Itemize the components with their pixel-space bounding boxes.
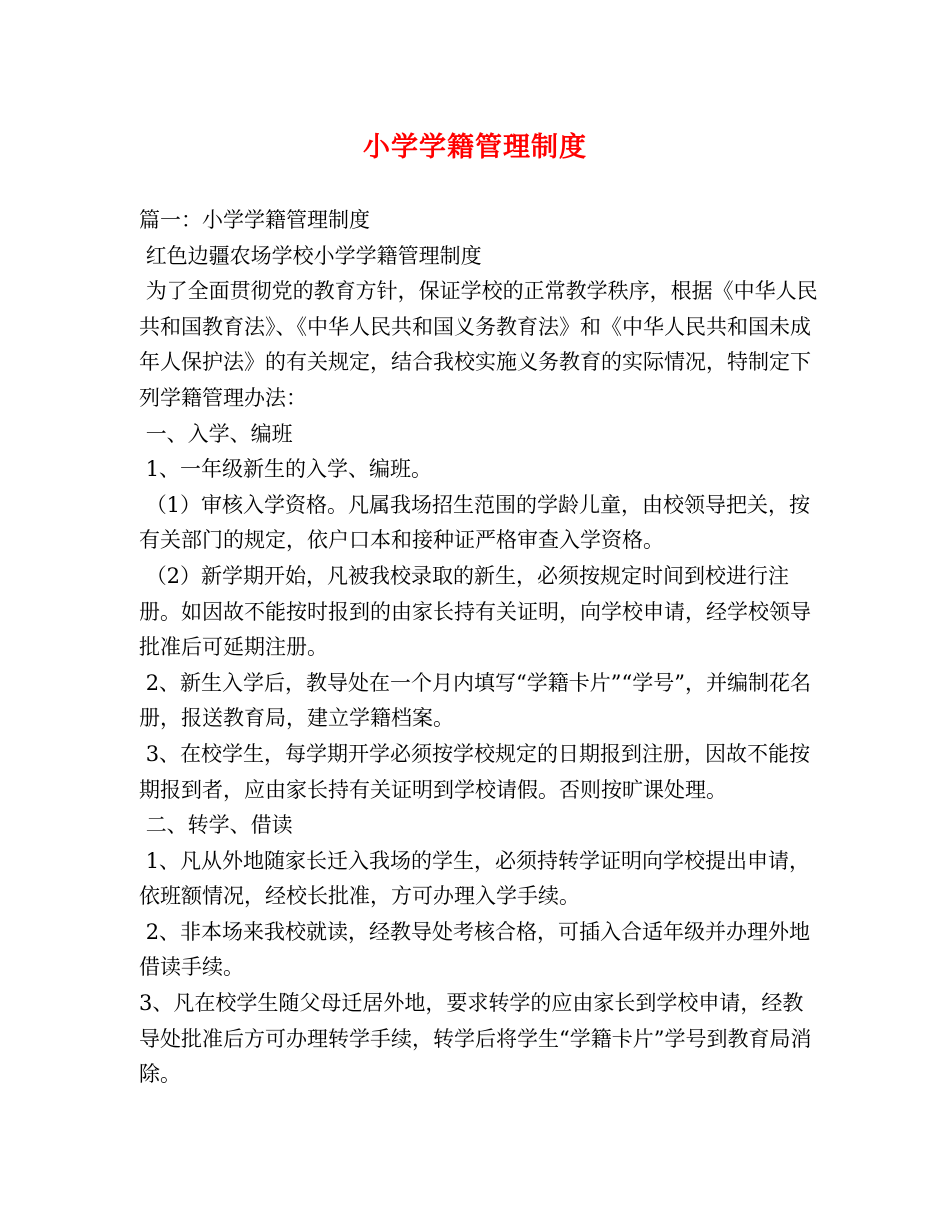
paragraph-subtitle: 红色边疆农场学校小学学籍管理制度 — [139, 243, 482, 268]
paragraph-transfer-item-3: 3、凡在校学生随父母迁居外地，要求转学的应由家长到学校申请，经教导处批准后方可办理转学手续，转学后将学生“学籍卡片”学号到教育局消除。 — [139, 991, 812, 1087]
paragraph-subitem-2: （2）新学期开始，凡被我校录取的新生，必须按规定时间到校进行注册。如因故不能按时报到的由家长持有关证明，向学校申请，经学校领导批准后可延期注册。 — [139, 563, 811, 660]
paragraph-item-2: 2、新生入学后，教导处在一个月内填写“学籍卡片”“学号”，并编制花名册，报送教育局，建立学籍档案。 — [139, 670, 811, 731]
paragraph-section-heading: 篇一：小学学籍管理制度 — [139, 208, 370, 232]
paragraph-heading-transfer: 二、转学、借读 — [139, 813, 293, 838]
paragraph-item-1: 1、一年级新生的入学、编班。 — [139, 457, 433, 482]
paragraph-subitem-1: （1）审核入学资格。凡属我场招生范围的学龄儿童，由校领导把关，按有关部门的规定，依户口本和接种证严格审查入学资格。 — [139, 492, 811, 553]
paragraph-item-3: 3、在校学生，每学期开学必须按学校规定的日期报到注册，因故不能按期报到者，应由家长持有关证明到学校请假。否则按旷课处理。 — [139, 741, 811, 802]
paragraph-heading-enrollment: 一、入学、编班 — [139, 421, 293, 446]
paragraph-transfer-item-2: 2、非本场来我校就读，经教导处考核合格，可插入合适年级并办理外地借读手续。 — [139, 919, 811, 980]
document-body — [139, 203, 819, 1093]
paragraph-intro: 为了全面贯彻党的教育方针，保证学校的正常教学秩序，根据《中华人民共和国教育法》、《中华人民共和国义务教育法》和《中华人民共和国未成年人保护法》的有关规定，结合我校实施义务教育的实际情况，特制定下列学籍管理办法： — [139, 279, 818, 410]
document-title: 小学学籍管理制度 — [363, 132, 587, 163]
paragraph-transfer-item-1: 1、凡从外地随家长迁入我场的学生，必须持转学证明向学校提出申请，依班额情况，经校长批准，方可办理入学手续。 — [139, 848, 811, 909]
